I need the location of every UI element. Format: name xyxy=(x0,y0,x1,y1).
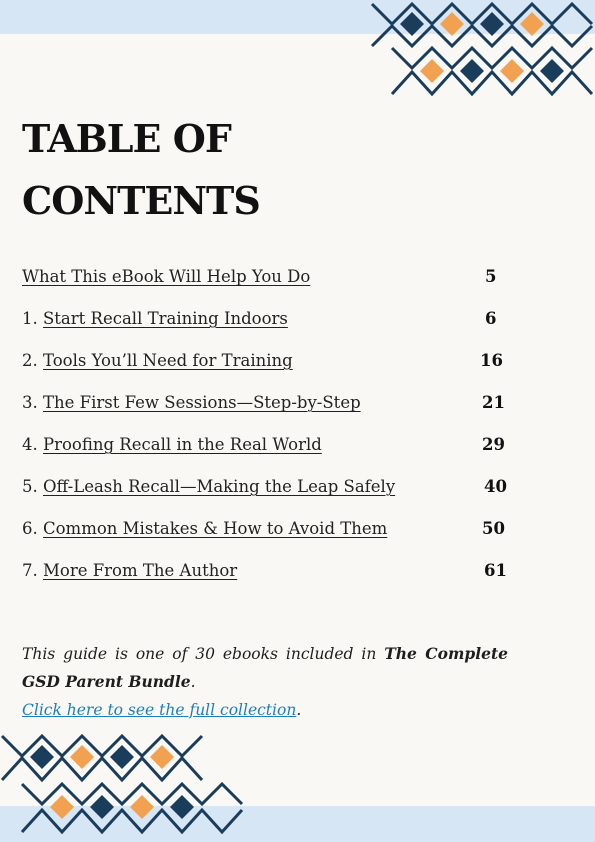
title-line-1: TABLE OF xyxy=(22,116,231,161)
collection-link[interactable]: Click here to see the full collection xyxy=(22,700,297,719)
toc-chapter-number: 7. xyxy=(22,561,38,580)
toc-row-chapter-7 xyxy=(22,558,522,584)
bundle-note xyxy=(22,640,508,724)
toc-chapter-number: 4. xyxy=(22,435,38,454)
diamond-pattern-top-icon xyxy=(368,0,595,100)
toc-link-chapter-3[interactable]: The First Few Sessions—Step-by-Step xyxy=(43,393,361,412)
toc-chapter-number: 1. xyxy=(22,309,38,328)
toc-page-number: 40 xyxy=(484,477,507,496)
toc-page-number: 50 xyxy=(482,519,505,538)
toc-chapter-number: 2. xyxy=(22,351,38,370)
toc-row-chapter-5 xyxy=(22,474,522,500)
note-text: This guide is one of 30 ebooks included in xyxy=(22,644,385,663)
toc-chapter-number: 6. xyxy=(22,519,38,538)
toc-page-number: 6 xyxy=(485,309,497,328)
toc-page-number: 29 xyxy=(482,435,505,454)
toc-link-chapter-5[interactable]: Off-Leash Recall—Making the Leap Safely xyxy=(43,477,396,496)
toc-page-number: 61 xyxy=(484,561,507,580)
toc-page-number: 5 xyxy=(485,267,497,286)
link-suffix: . xyxy=(296,700,302,719)
toc-chapter-number: 3. xyxy=(22,393,38,412)
toc-link-chapter-6[interactable]: Common Mistakes & How to Avoid Them xyxy=(43,519,388,538)
toc-link-chapter-2[interactable]: Tools You’ll Need for Training xyxy=(43,351,293,370)
toc-page-number: 16 xyxy=(480,351,503,370)
toc-row-chapter-4 xyxy=(22,432,522,458)
toc-link-chapter-1[interactable]: Start Recall Training Indoors xyxy=(43,309,288,328)
toc-link-intro[interactable]: What This eBook Will Help You Do xyxy=(22,267,311,286)
toc-chapter-number: 5. xyxy=(22,477,38,496)
toc-link-chapter-4[interactable]: Proofing Recall in the Real World xyxy=(43,435,322,454)
toc-row-chapter-6 xyxy=(22,516,522,542)
diamond-pattern-bottom-icon xyxy=(0,732,250,842)
page-title xyxy=(22,108,260,232)
bundle-name: The Complete GSD Parent Bundle xyxy=(22,643,508,691)
toc-page-number: 21 xyxy=(482,393,505,412)
toc-row-intro xyxy=(22,264,522,290)
title-line-2: CONTENTS xyxy=(22,178,260,223)
toc-row-chapter-1 xyxy=(22,306,522,332)
toc-row-chapter-3 xyxy=(22,390,522,416)
toc-link-chapter-7[interactable]: More From The Author xyxy=(43,561,238,580)
toc-row-chapter-2 xyxy=(22,348,522,374)
note-text-end: . xyxy=(190,672,196,691)
